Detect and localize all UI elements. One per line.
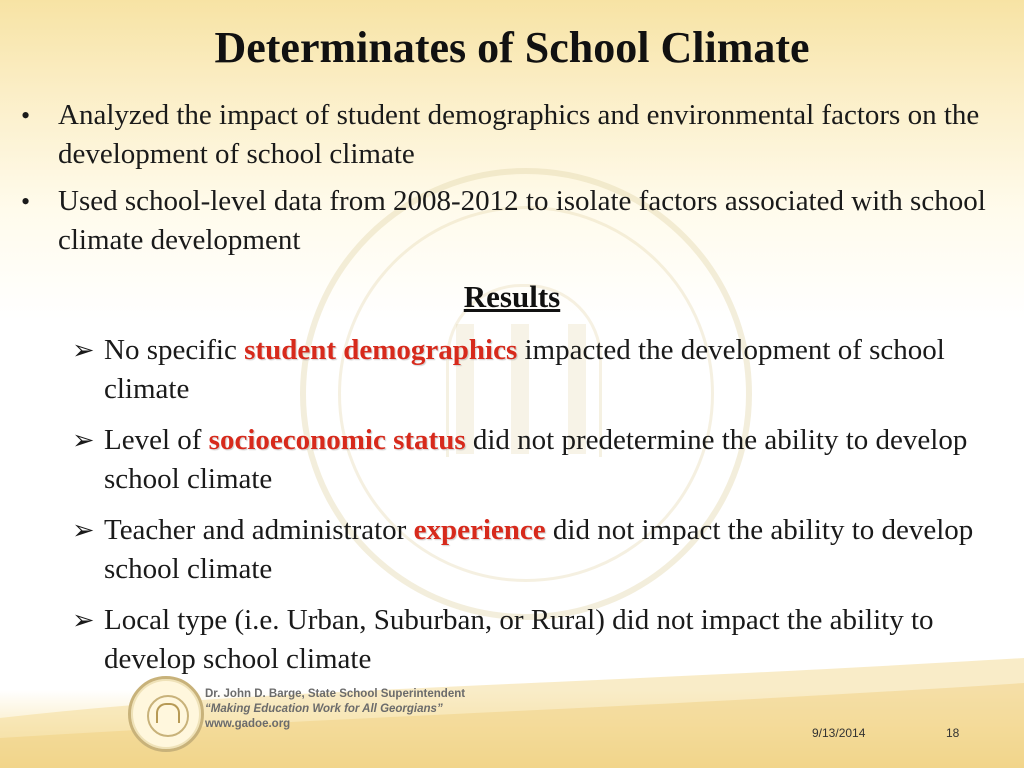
bullet-text: Used school-level data from 2008-2012 to isolate factors associated with school climate development — [58, 185, 986, 256]
results-heading: Results — [463, 279, 561, 314]
result-text: No specific — [104, 334, 245, 366]
bullet-dot-icon: • — [21, 187, 31, 216]
footer-credits — [205, 687, 465, 732]
bullet-item — [18, 182, 1008, 260]
footer-website-link[interactable]: www.gadoe.org — [205, 718, 291, 730]
arrow-bullet-icon: ➢ — [72, 335, 95, 366]
result-item — [72, 331, 1012, 409]
georgia-education-seal-logo — [128, 676, 204, 752]
slide-date: 9/13/2014 — [812, 726, 866, 740]
results-list — [72, 331, 1012, 691]
result-text: Teacher and administrator — [104, 514, 414, 546]
arrow-bullet-icon: ➢ — [72, 515, 95, 546]
result-text: did not predetermine the ability to develop school climate — [104, 424, 968, 495]
footer-superintendent: Dr. John D. Barge, State School Superintendent — [205, 688, 466, 700]
result-highlight: socioeconomic status — [208, 424, 466, 456]
result-text: Level of — [104, 424, 209, 456]
result-highlight: student demographics — [244, 334, 518, 366]
slide-number: 18 — [946, 726, 960, 740]
arrow-bullet-icon: ➢ — [72, 605, 95, 636]
result-item — [72, 421, 1012, 499]
logo-arch-icon — [156, 703, 180, 723]
result-item — [72, 511, 1012, 589]
bullet-dot-icon: • — [21, 101, 31, 130]
result-highlight: experience — [413, 514, 546, 546]
footer-tagline: “Making Education Work for All Georgians” — [205, 703, 443, 715]
bullet-list — [18, 96, 1008, 268]
bullet-text: Analyzed the impact of student demographics and environmental factors on the development of school climate — [58, 99, 980, 170]
bullet-item — [18, 96, 1008, 174]
result-text: Local type (i.e. Urban, Suburban, or Rural) did not impact the ability to develop school climate — [104, 604, 934, 675]
slide-title: Determinates of School Climate — [214, 23, 810, 72]
result-text: did not impact the ability to develop school climate — [104, 514, 974, 585]
arrow-bullet-icon: ➢ — [72, 425, 95, 456]
result-text: impacted the development of school climate — [104, 334, 945, 405]
